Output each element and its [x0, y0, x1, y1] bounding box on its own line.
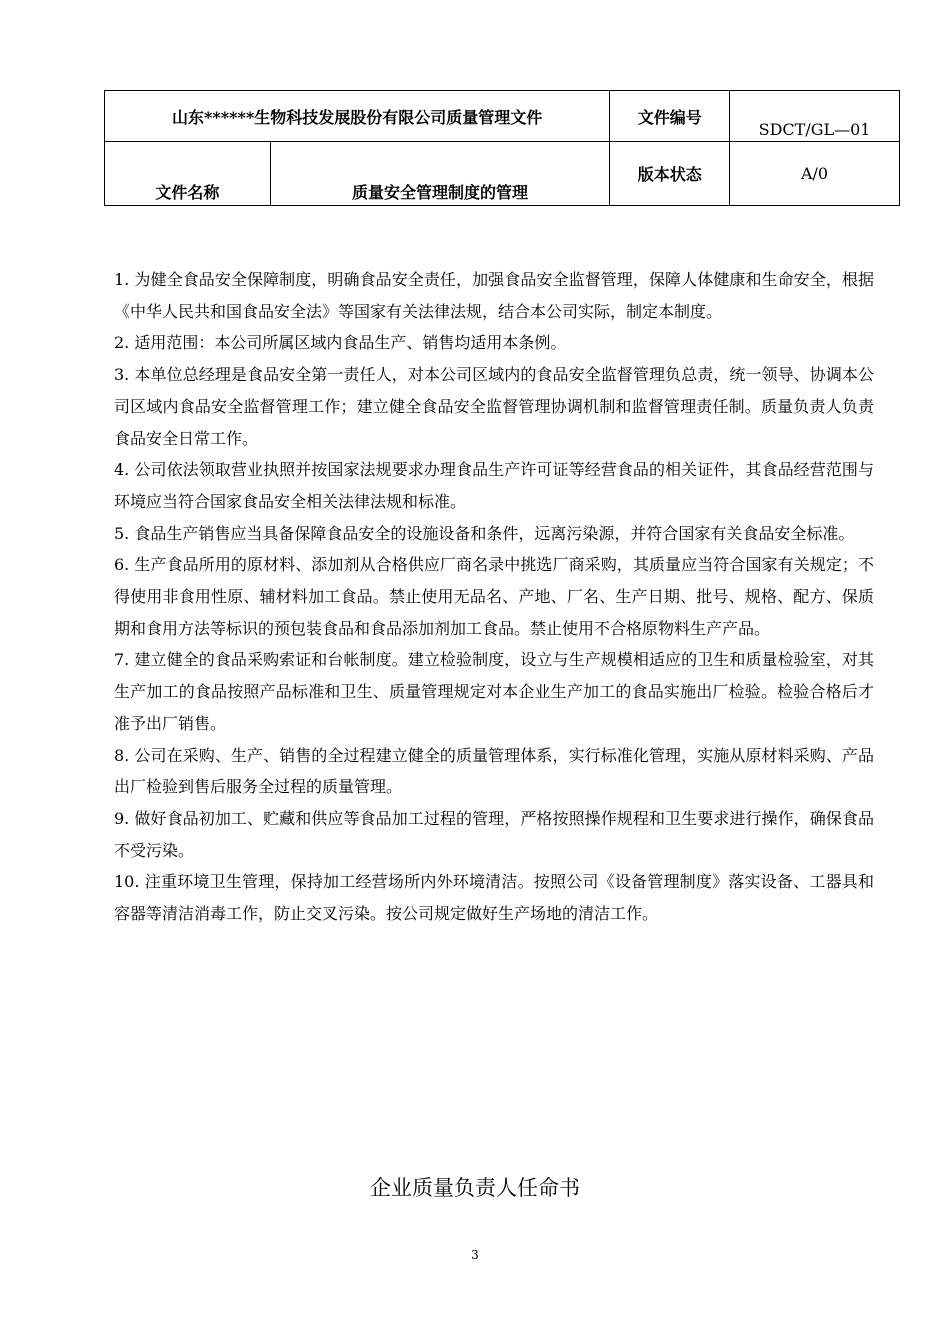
version-value: A/0	[730, 142, 900, 206]
clause-7: 7. 建立健全的食品采购索证和台帐制度。建立检验制度，设立与生产规模相适应的卫生和质量检验室，对其生产加工的食品按照产品标准和卫生、质量管理规定对本企业生产加工的食品实施出厂检验。检验合格后才准予出厂销售。	[114, 650, 874, 733]
clause-8: 8. 公司在采购、生产、销售的全过程建立健全的质量管理体系，实行标准化管理，实施从原材料采购、产品出厂检验到售后服务全过程的质量管理。	[114, 745, 874, 797]
clause-2: 2. 适用范围：本公司所属区域内食品生产、销售均适用本条例。	[114, 333, 567, 353]
clause-1: 1. 为健全食品安全保障制度，明确食品安全责任，加强食品安全监督管理，保障人体健康和生命安全，根据《中华人民共和国食品安全法》等国家有关法律法规，结合本公司实际，制定本制度。	[114, 270, 874, 321]
company-document-title: 山东******生物科技发展股份有限公司质量管理文件	[105, 91, 610, 142]
doc-number-label: 文件编号	[610, 91, 730, 142]
doc-number-value: SDCT/GL—01	[730, 91, 900, 142]
version-label: 版本状态	[610, 142, 730, 206]
next-section-heading: 企业质量负责人任命书	[370, 1176, 580, 1200]
regulation-body	[114, 264, 874, 930]
doc-name-label: 文件名称	[105, 142, 271, 206]
clause-3: 3. 本单位总经理是食品安全第一责任人，对本公司区域内的食品安全监督管理负总责，统一领导、协调本公司区域内食品安全监督管理工作；建立健全食品安全监督管理协调机制和监督管理责任制。质量负责人负责食品安全日常工作。	[114, 365, 874, 448]
clause-4: 4. 公司依法领取营业执照并按国家法规要求办理食品生产许可证等经营食品的相关证件，其食品经营范围与环境应当符合国家食品安全相关法律法规和标准。	[114, 460, 874, 511]
clause-6: 6. 生产食品所用的原材料、添加剂从合格供应厂商名录中挑选厂商采购，其质量应当符合国家有关规定；不得使用非食用性原、辅材料加工食品。禁止使用无品名、产地、厂名、生产日期、批号、规格、配方、保质期和食用方法等标识的预包装食品和食品添加剂加工食品。禁止使用不合格原物料生产产品。	[114, 555, 874, 638]
clause-10: 10. 注重环境卫生管理，保持加工经营场所内外环境清洁。按照公司《设备管理制度》落实设备、工器具和容器等清洁消毒工作，防止交叉污染。按公司规定做好生产场地的清洁工作。	[114, 872, 874, 924]
page-number: 3	[471, 1248, 479, 1262]
clause-5: 5. 食品生产销售应当具备保障食品安全的设施设备和条件，远离污染源，并符合国家有关食品安全标准。	[114, 523, 855, 543]
clause-9: 9. 做好食品初加工、贮藏和供应等食品加工过程的管理，严格按照操作规程和卫生要求进行操作，确保食品不受污染。	[114, 808, 874, 860]
doc-name-value: 质量安全管理制度的管理	[270, 142, 610, 206]
document-header-table	[104, 90, 900, 206]
